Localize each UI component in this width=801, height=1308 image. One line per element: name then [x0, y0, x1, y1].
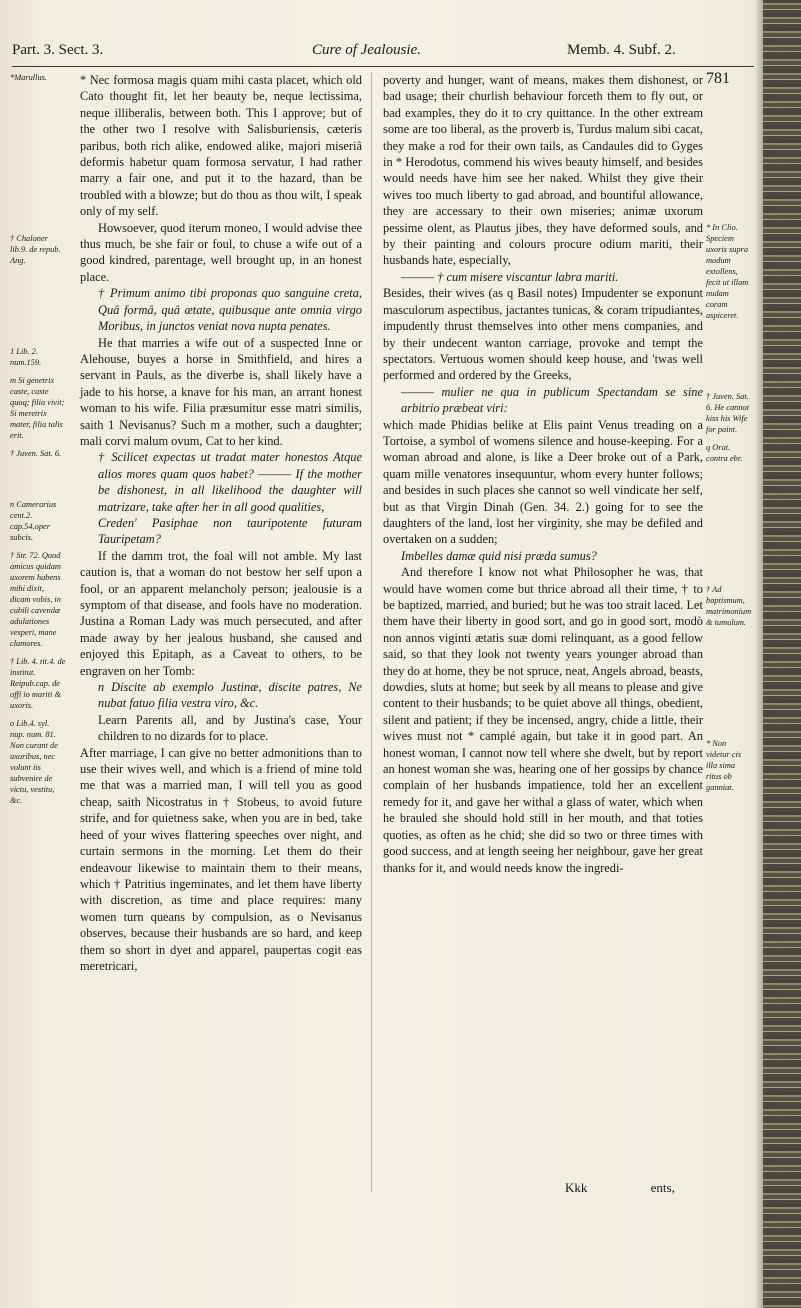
header-rule: [12, 66, 754, 67]
margin-note: * In Clio. Speciem uxoris supra modum extollens, fecit ut illam nudam coram aspiceret.: [706, 223, 749, 320]
header-part-section: Part. 3. Sect. 3.: [12, 42, 104, 58]
paragraph: He that marries a wife out of a suspected Inne or Alehouse, buyes a horse in Smithfield, and hires a servant in Pauls, as the diverbe is, shall likely have a jade to his horse, a knave for his man, an arrant honest woman to his wife. Filia præsumitur esse matri similis, saith 1 Nevisanus? Such m a mother, such a daughter; mali corvi malum ovum, Cat to her kind.: [80, 335, 362, 448]
epitaph-quote: n Discite ab exemplo Justinæ, discite patres, Ne nubat fatuo filia vestra viro, &c.: [98, 680, 362, 711]
margin-note: † Str. 72. Quod amicus quidam uxorem habens mihi dixit, dicam vobis, in cubili cavendæ adulationes vesperi, mane clamores.: [10, 551, 61, 648]
catchword: ents,: [650, 1180, 675, 1195]
margin-note: 1 Lib. 2. num.159.: [10, 347, 42, 367]
paragraph: which made Phidias belike at Elis paint Venus treading on a Tortoise, a symbol of womens silence and house-keeping. For a woman abroad and alone, is like a Deer broke out of a Park, quam mille venatores insequuntur, whom every hunter follows; and besides in such places she cannot so well vindicate her self, but as that Virgin Dinah (Gen. 34. 2.) going for to see the daughters of the land, lost her virginity, she may be defiled and overtaken on a sudden;: [383, 417, 703, 547]
page-number: 781: [706, 70, 730, 87]
paragraph: poverty and hunger, want of means, makes them dishonest, or bad usage; their churlish behaviour forceth them to fly out, or bad examples, they do it to cry quittance. In the other extream some are too liberal, as the proverb is, Turdus malum sibi cacat, they make a rod for their own tails, as Candaules did to Gyges in * Herodotus, commend his wives beauty himself, and besides would needs have him see her naked. Whilst they give their wives too much liberty to gad abroad, and bountiful allowance, they are accessary to their own miseries; animæ uxorum pessime olent, as Plautus jibes, they have deformed souls, and by their painting and colours procure odium mariti, their husbands hate, especially,: [383, 73, 703, 268]
margin-note: † Lib. 4. tit.4. de institut. Reipub.cap. de offi io mariti & uxoris.: [10, 657, 66, 710]
verse-quote: Imbelles damæ quid nisi præda sumus?: [401, 548, 597, 563]
epitaph-translation: Learn Parents all, and by Justina's case, Your children to no dizards for to place.: [98, 712, 362, 744]
catchword-line: [565, 1180, 675, 1196]
paragraph: Howsoever, quod iterum moneo, I would advise thee thus much, be she fair or foul, to chuse a wife out of a good kindred, parentage, well brought up, in an honest place.: [80, 220, 362, 284]
paragraph: Besides, their wives (as q Basil notes) Impudenter se exponunt masculorum aspectibus, jactantes tunicas, & coram tripudiantes, impudently thrust themselves into other mens companies, and by their undecent wanton carriage, provoke and tempt the spectators. Vertuous women should keep house, and 'twas well performed and ordered by the Greeks,: [383, 286, 703, 383]
header-title: Cure of Jealousie.: [312, 42, 422, 58]
margin-note: † Chaloner lib.9. de repub. Ang.: [10, 234, 61, 265]
running-header: [12, 42, 752, 64]
column-divider: [371, 72, 372, 1192]
verse-quote: Creden' Pasiphae non tauripotente futuram Tauripetam?: [98, 515, 362, 547]
verse-quote: † Primum animo tibi proponas quo sanguine creta, Quâ formâ, quâ ætate, quibusque ante omnia virgo Moribus, in junctos veniat nova nupta penates.: [98, 286, 362, 334]
left-margin-notes: [10, 72, 66, 813]
book-binding: [763, 0, 801, 1308]
paragraph: After marriage, I can give no better admonitions than to use their wives well, and which is a friend of mine told me that was a married man, I will tell you as good cheap, saith Nicostratus in † Stobeus, to avoid future strife, and for quietness sake, when you are in bed, take heed of your wives flattering speeches over night, and curtain sermons in the morning. Let them do their endeavour likewise to maintain them to their means, which † Patritius ingeminates, and let them have liberty with discretion, as time and place requires: many women turn queans by compulsion, as o Nevisanus observes, because their husbands are so hard, and keep them so short in dyet and apparel, paupertas cogit eas meretricari,: [80, 745, 362, 973]
paragraph: If the damm trot, the foal will not amble. My last caution is, that a woman do not bestow her self upon a fool, or an apparent melancholy person; jealousie is a symptom of that disease, and fools have no moderation. Justina a Roman Lady was much persecuted, and after made away by her jealous husband, she caused and enjoyed this Epitaph, as a Caveat to others, to be engraven on her Tomb:: [80, 548, 362, 678]
paragraph: And therefore I know not what Philosopher he was, that would have women come but thrice abroad all their time, † to be baptized, married, and buried; but he was too strait laced. Let them have their liberty in good sort, and go in good sort, modò non annos viginti ætatis suæ domi relinquant, as a good fellow said, so that they look not twenty years younger abroad than they do at home, they be not spruce, neat, Angels abroad, beasts, dowdies, sluts at home; but seek by all means to please and give content to their husbands; to be quiet above all things, obedient, silent and patient; if they be incensed, angry, chide a little, their wives must not * camplé again, but take it in good part. An honest woman, I cannot now tell where she dwelt, but by report an honest woman she was, hearing one of her gossips by chance complain of her husbands impatience, told her an excellent remedy for it, and gave her withal a glass of water, which when he brauled she should hold still in her mouth, and that toties quoties, as often as he chid; she did so two or three times with good success, and at length seeing her neighbour, gave her great thanks for it, and would needs know the ingredi-: [383, 565, 704, 875]
paragraph: * Nec formosa magis quam mihi casta placet, which old Cato thought fit, let her beauty be, neque lectissima, neque illiberalis, between both. This I approve; but of the other two I resolve with Salisburiensis, cæteris paribus, both rich alike, endowed alike, majori miseriâ deformis habetur quam formosa servatur, I had rather marry a fair one, and put it to the hazard, than be troubled with a blowze; but do thou as thou wilt, I speak only of my self.: [80, 73, 362, 219]
margin-note: n Camerarius cent.2. cap.54.oper subcis.: [10, 500, 57, 542]
right-margin-notes: [706, 72, 752, 800]
verse-quote: ——— mulier ne qua in publicum Spectandam se sine arbitrio præbeat viri:: [401, 384, 703, 416]
binding-shadow: [755, 0, 763, 1308]
margin-note: m Si genetrix caste, caste quoq; filia vivit; Si meretrix mater, filia talis erit.: [10, 376, 65, 440]
margin-note: *Marullus.: [10, 73, 47, 82]
margin-note: † Juven. Sat. 6. He cannot kiss his Wife for paint.: [706, 392, 750, 434]
header-member-subsection: Memb. 4. Subf. 2.: [567, 42, 676, 58]
left-text-column: [80, 72, 362, 974]
margin-note: * Non videtur cis illa sima ritus ob ganniat.: [706, 739, 742, 792]
margin-note: † Ad baptismum, matrimonium & tumulum.: [706, 585, 752, 627]
verse-quote: ——— † cum misere viscantur labra mariti.: [401, 269, 619, 284]
margin-note: o Lib.4. syl. nup. num. 81. Non curant de uxoribus, nec volunt iis subvenire de victu, vestitu, &c.: [10, 719, 58, 805]
verse-quote: † Scilicet expectas ut tradat mater honestos Atque alios mores quam quos habet? ——— If the mother be dishonest, in all likelihood the daughter will matrizare, take after her in all good qualities,: [98, 450, 362, 514]
margin-note: † Juven. Sat. 6.: [10, 449, 62, 458]
signature-mark: Kkk: [565, 1180, 588, 1195]
margin-note: q Orat. contra ebr.: [706, 443, 743, 463]
right-text-column: [383, 72, 703, 876]
